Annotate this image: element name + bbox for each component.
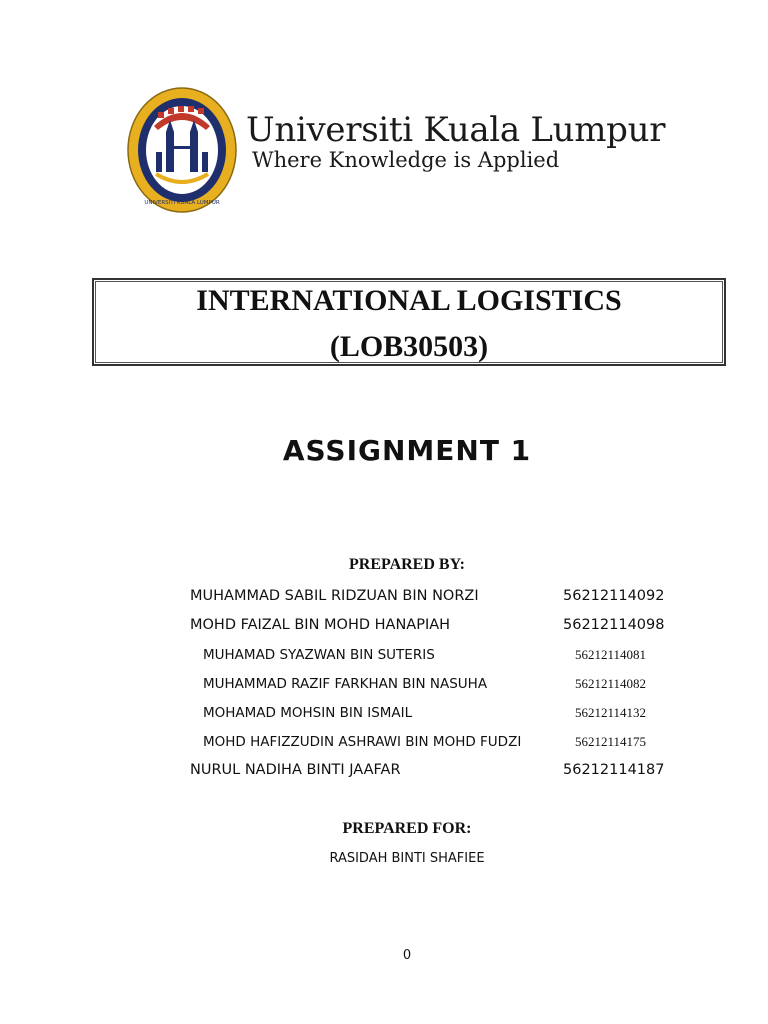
page-number: 0 xyxy=(402,948,412,963)
course-title: INTERNATIONAL LOGISTICS xyxy=(196,284,622,317)
assignment-title: ASSIGNMENT 1 xyxy=(282,434,532,467)
member-id: 56212114132 xyxy=(575,705,647,720)
lecturer-name: RASIDAH BINTI SHAFIEE xyxy=(329,851,485,866)
prepared-by-heading: PREPARED BY: xyxy=(348,556,465,573)
member-name: MOHAMAD MOHSIN BIN ISMAIL xyxy=(203,705,413,721)
university-name: Universiti Kuala Lumpur xyxy=(246,110,666,150)
member-id: 56212114098 xyxy=(563,617,665,633)
member-row xyxy=(0,762,768,784)
member-name: MUHAMMAD RAZIF FARKHAN BIN NASUHA xyxy=(203,676,488,692)
course-title-box xyxy=(92,278,726,366)
member-row xyxy=(0,588,768,610)
member-name: MUHAMAD SYAZWAN BIN SUTERIS xyxy=(203,647,435,663)
member-id: 56212114175 xyxy=(575,734,647,749)
member-name: MOHD FAIZAL BIN MOHD HANAPIAH xyxy=(190,617,451,633)
university-tagline: Where Knowledge is Applied xyxy=(252,148,560,172)
member-name: NURUL NADIHA BINTI JAAFAR xyxy=(190,762,401,778)
seal-ring-text: UNIVERSITI KUALA LUMPUR xyxy=(144,200,220,206)
member-row xyxy=(0,676,768,698)
member-row xyxy=(0,705,768,727)
member-row xyxy=(0,647,768,669)
university-seal-icon xyxy=(126,86,238,214)
member-id: 56212114081 xyxy=(575,647,647,662)
member-id: 56212114092 xyxy=(563,588,665,604)
member-row xyxy=(0,617,768,639)
member-id: 56212114082 xyxy=(575,676,647,691)
prepared-for-heading: PREPARED FOR: xyxy=(342,820,472,837)
member-name: MUHAMMAD SABIL RIDZUAN BIN NORZI xyxy=(190,588,479,604)
university-logo-block xyxy=(126,86,686,216)
member-name: MOHD HAFIZZUDIN ASHRAWI BIN MOHD FUDZI xyxy=(203,734,522,750)
member-row xyxy=(0,734,768,756)
course-code: (LOB30503) xyxy=(329,330,489,363)
member-id: 56212114187 xyxy=(563,762,665,778)
